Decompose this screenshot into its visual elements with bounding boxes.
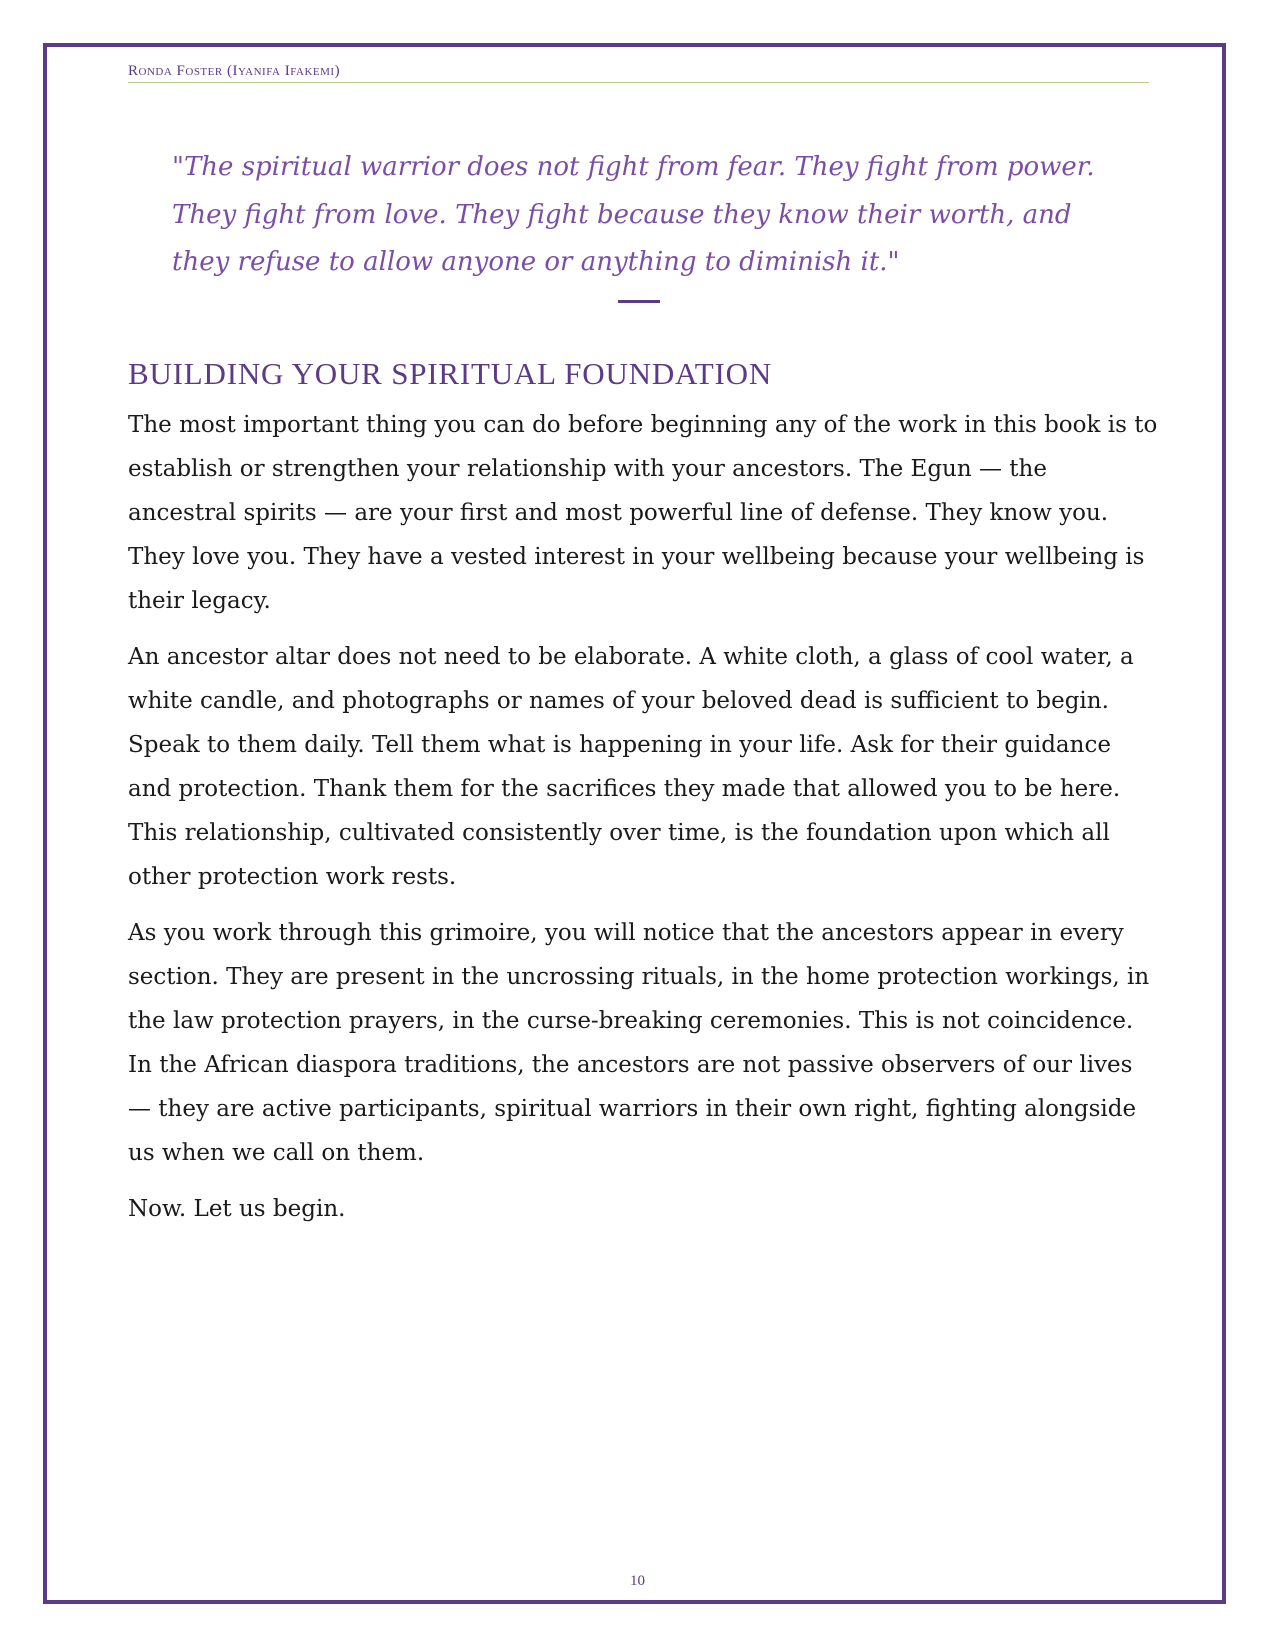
page-number: 10 bbox=[630, 1573, 645, 1589]
paragraph: Now. Let us begin. bbox=[128, 1196, 346, 1222]
running-header: Ronda Foster (Iyanifa Ifakemi) bbox=[128, 60, 1149, 83]
paragraph: As you work through this grimoire, you will notice that the ancestors appear in every section. They are present in the uncrossing rituals, in the home protection workings, in the law protection prayers, in the curse-breaking ceremonies. This is not coincidence. In the African diaspora traditions, the ancestors are not passive observers of our lives — they are active participants, spiritual warriors in their own right, fighting alongside us when we call on them. bbox=[128, 920, 1150, 1166]
section-heading: BUILDING YOUR SPIRITUAL FOUNDATION bbox=[128, 356, 773, 391]
body-text bbox=[128, 403, 1158, 1243]
paragraph: An ancestor altar does not need to be elaborate. A white cloth, a glass of cool water, a white candle, and photographs or names of your beloved dead is sufficient to begin. Speak to them daily. Tell them what is happening in your life. Ask for their guidance and protection. Thank them for the sacrifices they made that allowed you to be here. This relationship, cultivated consistently over time, is the foundation upon which all other protection work rests. bbox=[128, 644, 1134, 890]
paragraph: The most important thing you can do before beginning any of the work in this book is to establish or strengthen your relationship with your ancestors. The Egun — the ancestral spirits — are your first and most powerful line of defense. They know you. They love you. They have a vested interest in your wellbeing because your wellbeing is their legacy. bbox=[128, 412, 1158, 614]
quote-divider bbox=[618, 300, 660, 303]
pull-quote: "The spiritual warrior does not fight from fear. They fight from power. They fight from love. They fight because they know their worth, and they refuse to allow anyone or anything to diminish it." bbox=[172, 152, 1095, 277]
